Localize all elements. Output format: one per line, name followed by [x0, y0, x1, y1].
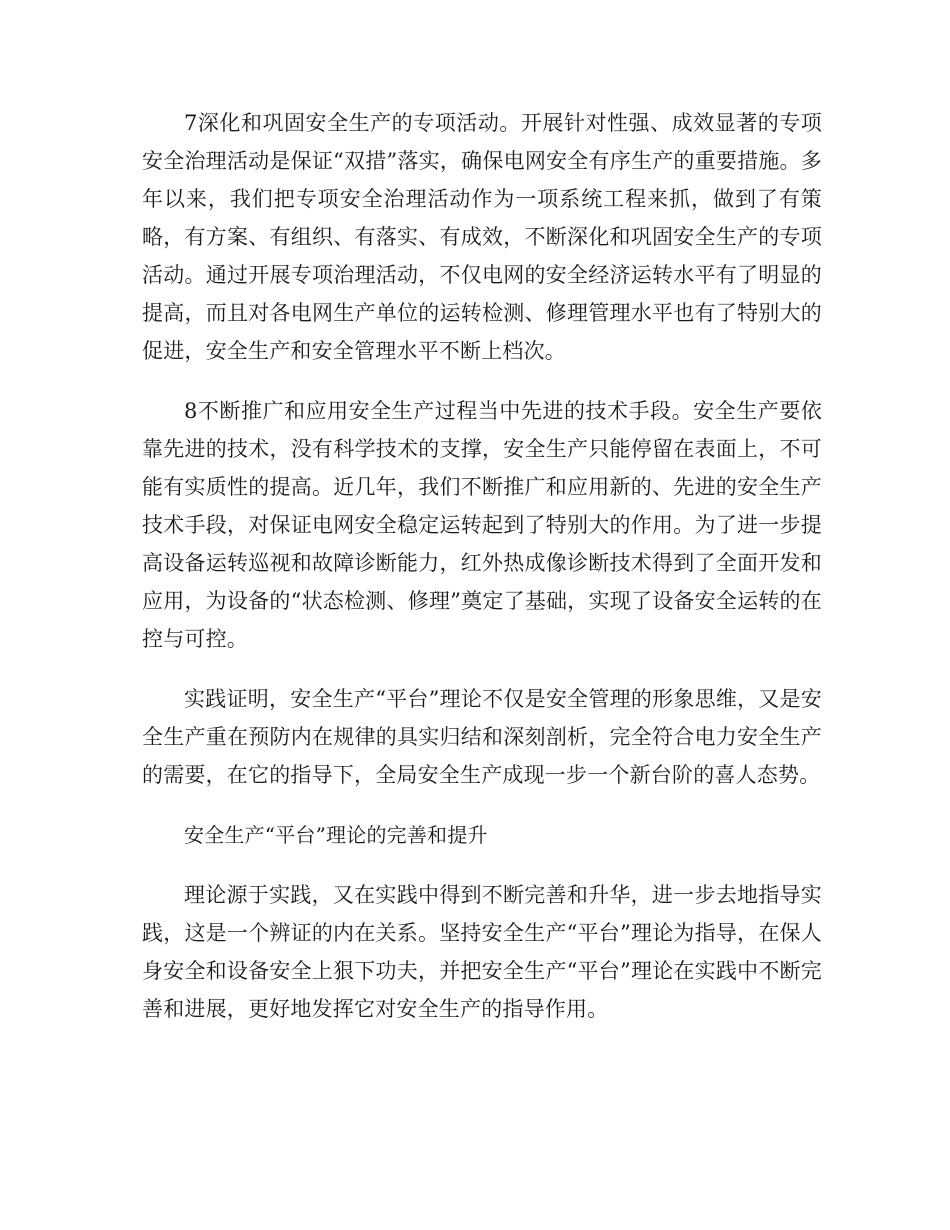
- paragraph-closing: 理论源于实践，又在实践中得到不断完善和升华，进一步去地指导实践，这是一个辨证的内在关系。坚持安全生产“平台”理论为指导，在保人身安全和设备安全上狠下功夫，并把安全生产“平台”理论在实践中不断完善和进展，更好地发挥它对安全生产的指导作用。: [142, 883, 822, 1021]
- paragraph-practice-proof: 实践证明，安全生产“平台”理论不仅是安全管理的形象思维，又是安全生产重在预防内在规律的具实归结和深刻剖析，完全符合电力安全生产的需要，在它的指导下，全局安全生产成现一步一个新台阶的喜人态势。: [142, 687, 822, 787]
- paragraph-7-special-activities: 7深化和巩固安全生产的专项活动。开展针对性强、成效显著的专项安全治理活动是保证“双措”落实，确保电网安全有序生产的重要措施。多年以来，我们把专项安全治理活动作为一项系统工程来抓，做到了有策略，有方案、有组织、有落实、有成效，不断深化和巩固安全生产的专项活动。通过开展专项治理活动，不仅电网的安全经济运转水平有了明显的提高，而且对各电网生产单位的运转检测、修理管理水平也有了特别大的促进，安全生产和安全管理水平不断上档次。: [142, 111, 822, 363]
- paragraph-8-advanced-technology: 8不断推广和应用安全生产过程当中先进的技术手段。安全生产要依靠先进的技术，没有科学技术的支撑，安全生产只能停留在表面上，不可能有实质性的提高。近几年，我们不断推广和应用新的、先进的安全生产技术手段，对保证电网安全稳定运转起到了特别大的作用。为了进一步提高设备运转巡视和故障诊断能力，红外热成像诊断技术得到了全面开发和应用，为设备的“状态检测、修理”奠定了基础，实现了设备安全运转的在控与可控。: [142, 399, 822, 651]
- document-body: [142, 104, 822, 1050]
- section-heading: 安全生产“平台”理论的完善和提升: [184, 823, 488, 847]
